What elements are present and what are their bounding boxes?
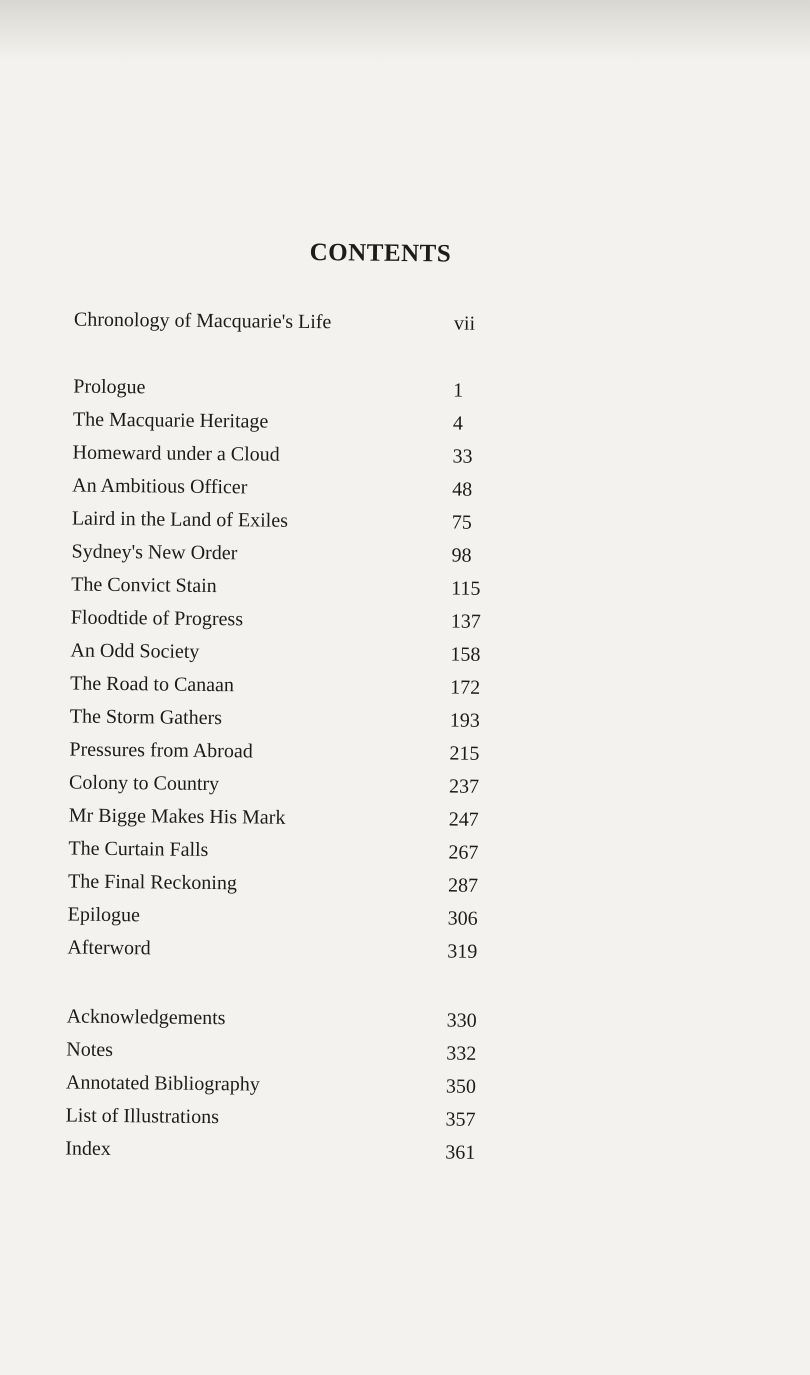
entry-title: Homeward under a Cloud bbox=[72, 441, 280, 466]
entry-page-number: 4 bbox=[452, 412, 464, 435]
toc-entry bbox=[65, 1138, 505, 1173]
entry-title: List of Illustrations bbox=[65, 1104, 220, 1129]
toc-entry bbox=[70, 673, 510, 708]
entry-title: The Macquarie Heritage bbox=[72, 408, 269, 433]
entry-title: Floodtide of Progress bbox=[70, 606, 244, 631]
entry-page-number: 350 bbox=[445, 1075, 477, 1098]
entry-title: Afterword bbox=[67, 936, 151, 960]
entry-page-number: 193 bbox=[449, 709, 480, 732]
toc-entry bbox=[66, 1072, 506, 1107]
toc-entry bbox=[68, 904, 508, 939]
entry-title: Chronology of Macquarie's Life bbox=[73, 308, 332, 334]
toc-entry bbox=[66, 1006, 506, 1041]
entry-title: The Road to Canaan bbox=[70, 672, 235, 697]
toc-entry bbox=[71, 541, 511, 576]
entry-title: The Storm Gathers bbox=[69, 705, 223, 730]
entry-page-number: 98 bbox=[451, 544, 472, 567]
entry-page-number: 237 bbox=[448, 775, 480, 798]
toc-entry bbox=[66, 1039, 506, 1074]
entry-page-number: 115 bbox=[451, 577, 481, 600]
toc-entry bbox=[68, 838, 508, 873]
entry-page-number: 215 bbox=[449, 742, 480, 765]
entry-title: Notes bbox=[66, 1038, 114, 1062]
toc-entry bbox=[73, 376, 513, 411]
toc-entry bbox=[71, 574, 511, 609]
entry-page-number: 319 bbox=[447, 940, 478, 963]
entry-title: Laird in the Land of Exiles bbox=[71, 507, 289, 532]
entry-title: Epilogue bbox=[67, 903, 141, 927]
toc-entry bbox=[70, 706, 510, 741]
toc-entry bbox=[73, 409, 513, 444]
toc-entry bbox=[69, 739, 509, 774]
toc-entry bbox=[72, 508, 512, 543]
entry-title: Mr Bigge Makes His Mark bbox=[68, 804, 286, 829]
entry-title: Annotated Bibliography bbox=[65, 1071, 260, 1096]
toc-entry bbox=[72, 475, 512, 510]
entry-title: Prologue bbox=[73, 375, 146, 399]
toc-entry bbox=[67, 937, 507, 972]
entry-page-number: 357 bbox=[445, 1108, 476, 1131]
entry-page-number: 1 bbox=[453, 379, 464, 402]
entry-page-number: 267 bbox=[448, 841, 479, 864]
entry-title: An Odd Society bbox=[70, 639, 200, 663]
entry-title: An Ambitious Officer bbox=[72, 474, 248, 499]
entry-title: Colony to Country bbox=[69, 771, 220, 796]
entry-page-number: 158 bbox=[450, 643, 481, 666]
entry-page-number: 137 bbox=[450, 610, 481, 633]
entry-title: Index bbox=[65, 1137, 111, 1160]
entry-page-number: 75 bbox=[451, 511, 472, 534]
page-title: CONTENTS bbox=[309, 239, 452, 268]
toc-entry bbox=[68, 871, 508, 906]
entry-title: The Final Reckoning bbox=[67, 870, 238, 895]
toc-entry bbox=[71, 607, 511, 642]
toc-entry bbox=[72, 442, 512, 477]
entry-page-number: 33 bbox=[452, 445, 473, 468]
entry-title: The Curtain Falls bbox=[68, 837, 209, 862]
toc-entry bbox=[70, 640, 510, 675]
entry-page-number: 172 bbox=[450, 676, 481, 699]
entry-title: Pressures from Abroad bbox=[69, 738, 253, 763]
entry-page-number: 330 bbox=[446, 1009, 477, 1032]
entry-title: Acknowledgements bbox=[66, 1005, 226, 1030]
toc-entry bbox=[74, 309, 514, 344]
entry-page-number: 361 bbox=[445, 1141, 476, 1164]
entry-page-number: 247 bbox=[448, 808, 479, 831]
entry-title: Sydney's New Order bbox=[71, 540, 238, 565]
toc-entry bbox=[69, 805, 509, 840]
entry-page-number: 48 bbox=[452, 478, 473, 501]
toc-entry bbox=[65, 1105, 505, 1140]
entry-title: The Convict Stain bbox=[71, 573, 217, 598]
entry-page-number: vii bbox=[453, 312, 476, 335]
entry-page-number: 306 bbox=[447, 907, 478, 930]
entry-page-number: 287 bbox=[447, 874, 479, 897]
entry-page-number: 332 bbox=[446, 1042, 477, 1065]
toc-entry bbox=[69, 772, 509, 807]
